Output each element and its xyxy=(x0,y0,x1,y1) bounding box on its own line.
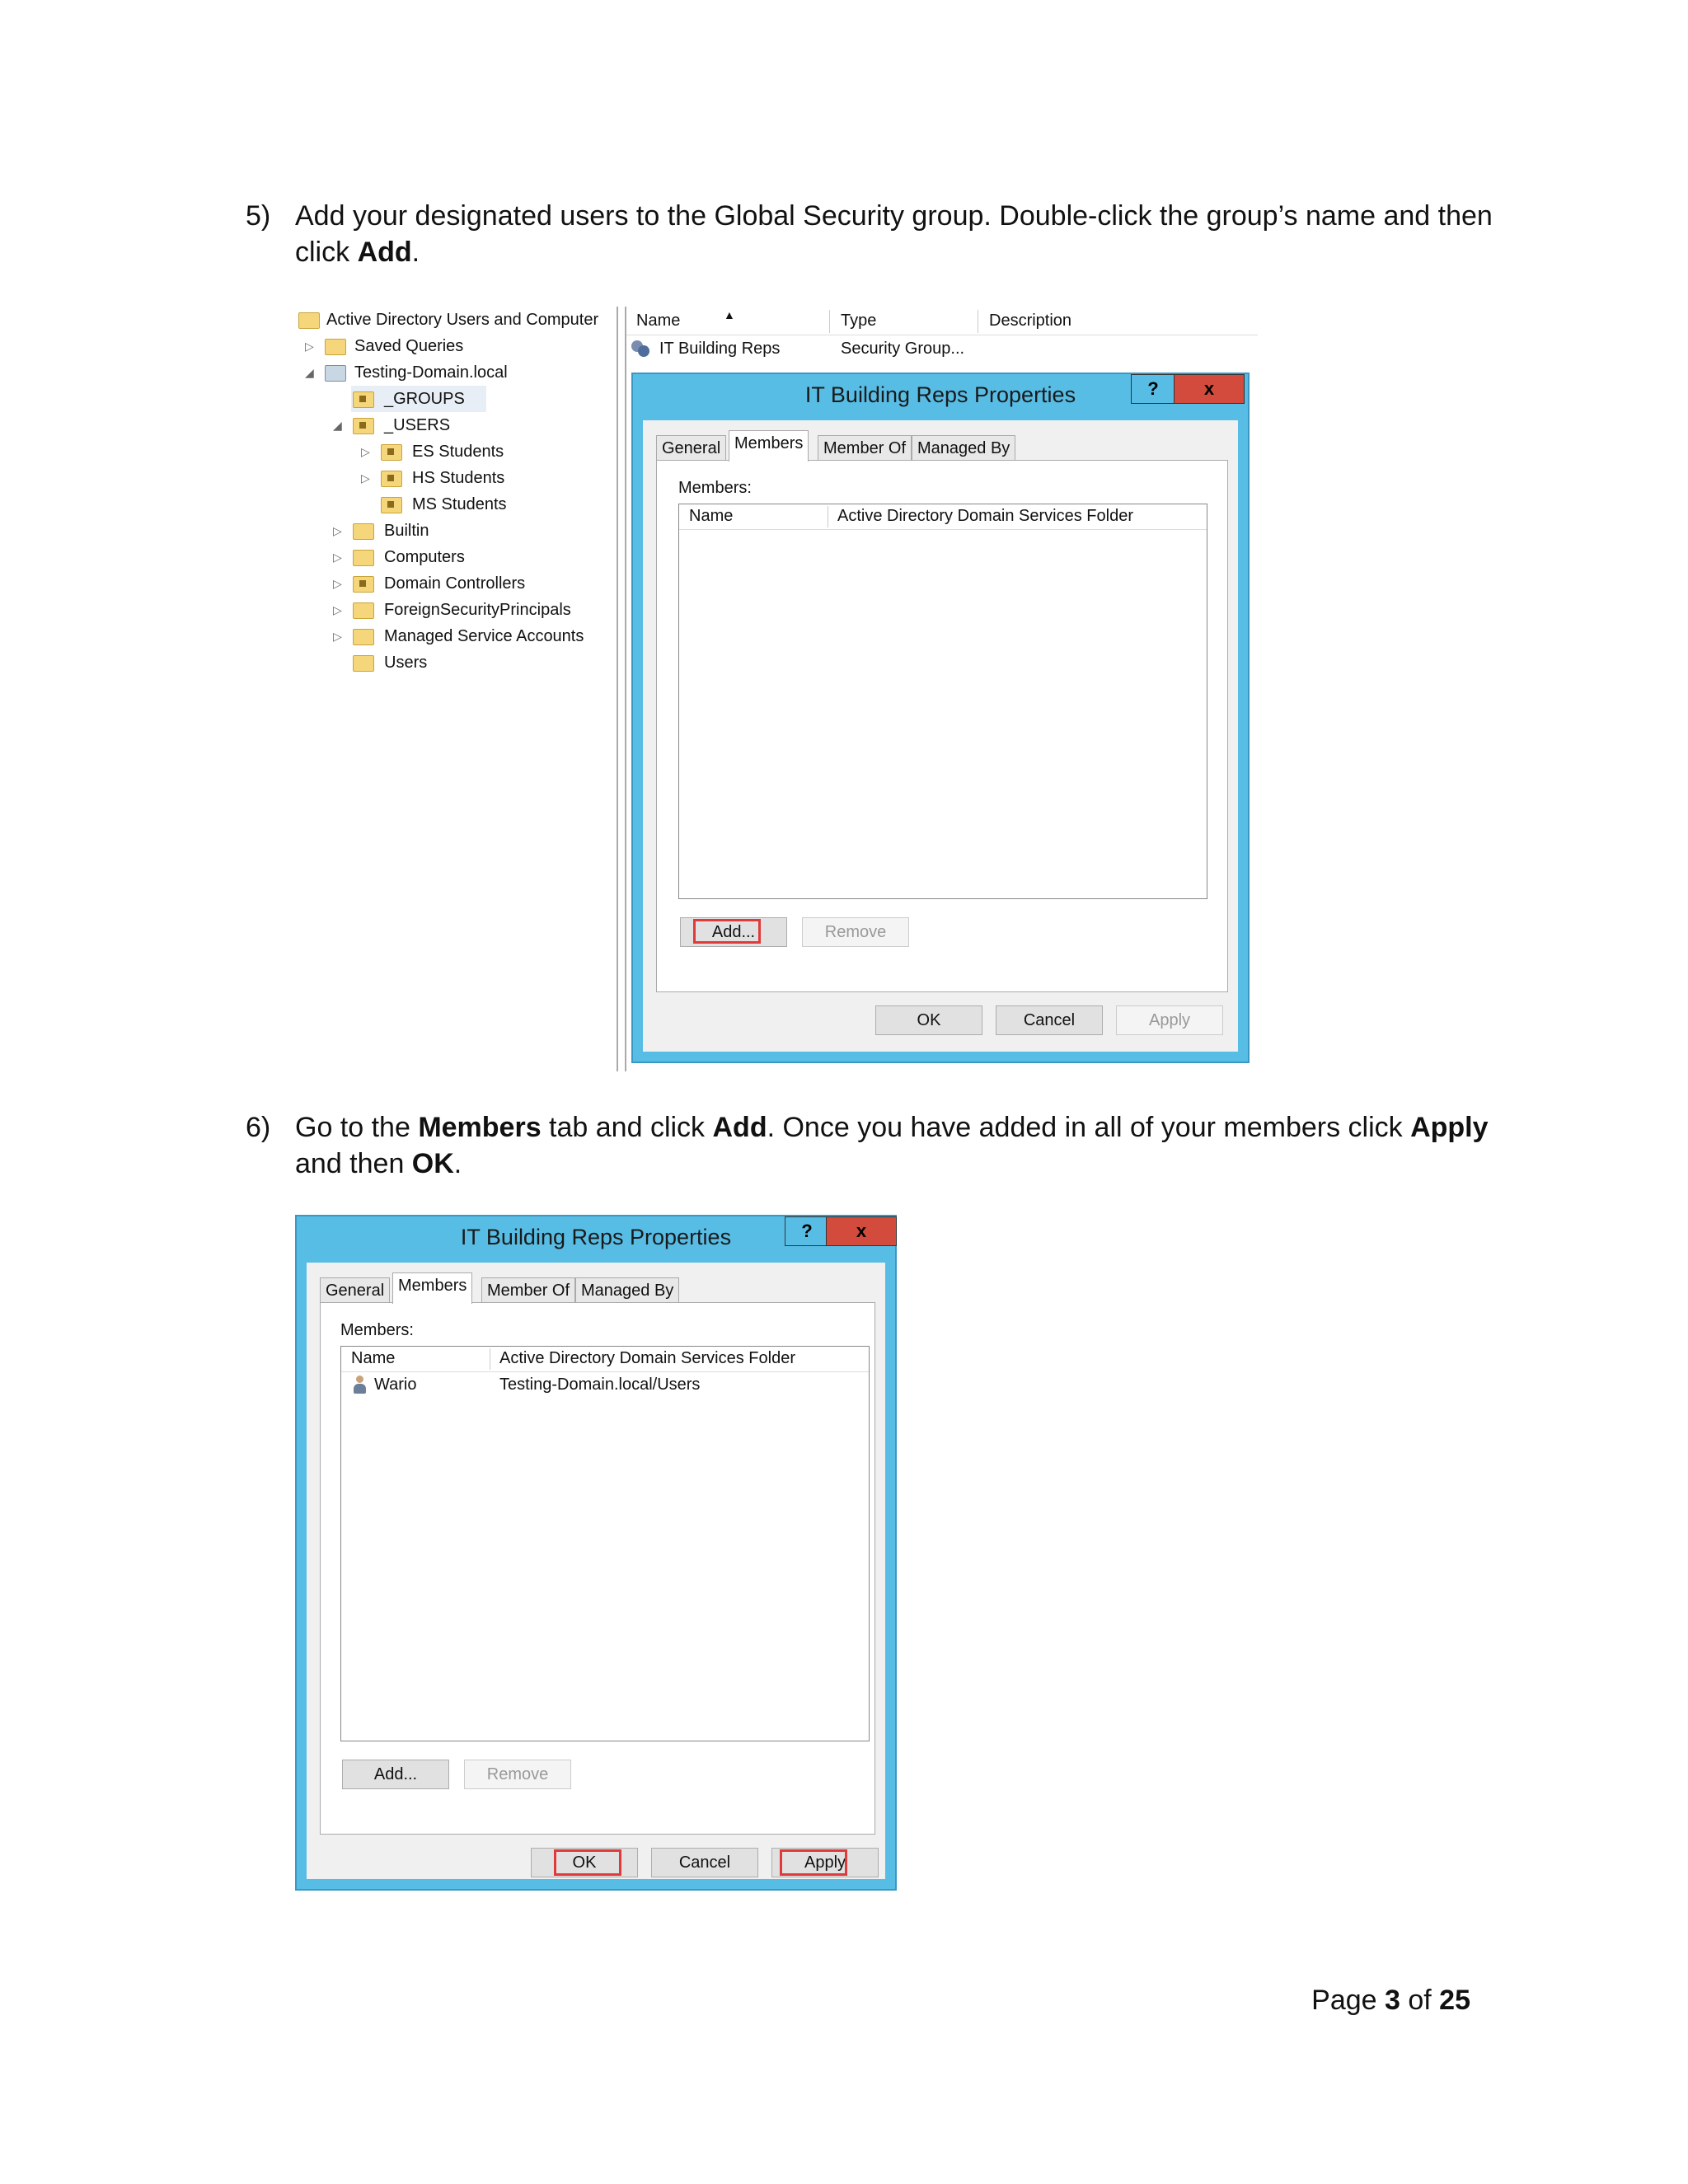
tab-members[interactable]: Members xyxy=(729,430,809,462)
expand-icon[interactable]: ▷ xyxy=(333,630,342,643)
page-total: 25 xyxy=(1439,1985,1470,2016)
expand-icon[interactable]: ▷ xyxy=(333,577,342,590)
members-list-header xyxy=(679,504,1207,530)
folder-icon xyxy=(353,602,374,619)
highlight-box xyxy=(554,1849,621,1876)
properties-dialog-2 xyxy=(295,1215,897,1891)
expand-icon[interactable]: ▷ xyxy=(333,603,342,616)
folder-icon xyxy=(353,550,374,566)
step-text-part: Add your designated users to the Global Security group. Double-click the group’s name and then click xyxy=(295,200,1493,268)
user-icon xyxy=(353,1376,366,1394)
step-text xyxy=(295,1109,1498,1182)
list-row[interactable] xyxy=(626,336,1203,363)
column-header-name[interactable]: Name xyxy=(636,312,681,330)
dialog-body xyxy=(307,1263,885,1879)
tree-label: _GROUPS xyxy=(384,390,465,408)
step-text xyxy=(295,198,1498,270)
collapse-icon[interactable]: ◢ xyxy=(333,419,342,432)
domain-icon xyxy=(325,365,346,382)
remove-button[interactable]: Remove xyxy=(464,1760,571,1789)
step-text-bold: Members xyxy=(418,1112,542,1143)
column-divider[interactable] xyxy=(829,310,830,333)
expand-icon[interactable]: ▷ xyxy=(333,524,342,537)
aduc-icon xyxy=(298,312,320,329)
step-text-part: . Once you have added in all of your members click xyxy=(767,1112,1411,1143)
ou-icon xyxy=(381,471,402,487)
tree-label: ForeignSecurityPrincipals xyxy=(384,601,571,619)
add-button[interactable]: Add... xyxy=(342,1760,449,1789)
tab-members[interactable]: Members xyxy=(392,1272,472,1304)
list-row-name: IT Building Reps xyxy=(659,340,781,358)
page-number xyxy=(1311,1985,1470,2017)
step-text-part: . xyxy=(411,237,420,268)
tree-label: ES Students xyxy=(412,443,504,461)
tab-managed-by[interactable]: Managed By xyxy=(575,1277,679,1303)
member-name: Wario xyxy=(374,1376,417,1394)
tree-label: Saved Queries xyxy=(354,337,464,355)
tree-label: Builtin xyxy=(384,522,429,540)
tree-label: Managed Service Accounts xyxy=(384,627,584,645)
page-current: 3 xyxy=(1385,1985,1400,2016)
column-header-type[interactable]: Type xyxy=(841,312,877,330)
list-header xyxy=(626,308,1258,335)
tree-label: Domain Controllers xyxy=(384,574,526,593)
member-row[interactable] xyxy=(341,1373,869,1398)
step-number: 6) xyxy=(246,1112,271,1143)
members-list[interactable] xyxy=(340,1346,870,1741)
column-header-name[interactable]: Name xyxy=(689,507,734,525)
expand-icon[interactable]: ▷ xyxy=(333,551,342,564)
column-header-folder[interactable]: Active Directory Domain Services Folder xyxy=(837,507,1133,525)
cancel-button[interactable]: Cancel xyxy=(651,1848,758,1877)
column-header-folder[interactable]: Active Directory Domain Services Folder xyxy=(499,1349,795,1367)
folder-icon xyxy=(353,523,374,540)
column-header-description[interactable]: Description xyxy=(989,312,1072,330)
folder-icon xyxy=(353,655,374,672)
page-mid: of xyxy=(1400,1985,1440,2016)
tree-groups[interactable] xyxy=(351,386,486,412)
help-button[interactable]: ? xyxy=(1131,374,1175,404)
members-label: Members: xyxy=(340,1321,414,1339)
step-text-part: . xyxy=(453,1148,462,1179)
step-text-part: and then xyxy=(295,1148,412,1179)
members-panel xyxy=(320,1302,875,1835)
tab-member-of[interactable]: Member Of xyxy=(481,1277,575,1303)
cancel-button[interactable]: Cancel xyxy=(996,1005,1103,1035)
close-button[interactable]: x xyxy=(826,1216,897,1246)
remove-button[interactable]: Remove xyxy=(802,917,909,947)
step-text-part: tab and click xyxy=(541,1112,713,1143)
members-list[interactable] xyxy=(678,504,1207,899)
help-button[interactable]: ? xyxy=(785,1216,829,1246)
pane-splitter[interactable] xyxy=(617,307,626,1071)
expand-icon[interactable]: ▷ xyxy=(361,471,370,485)
ou-icon xyxy=(353,418,374,434)
tree-label: Users xyxy=(384,654,428,672)
dialog-title: IT Building Reps Properties xyxy=(460,1225,732,1249)
column-header-name[interactable]: Name xyxy=(351,1349,396,1367)
close-button[interactable]: x xyxy=(1174,374,1245,404)
folder-icon xyxy=(325,339,346,355)
tree-label: Active Directory Users and Computer xyxy=(326,311,599,329)
step-text-bold: Add xyxy=(712,1112,767,1143)
step-text-bold: Add xyxy=(357,237,412,268)
ok-button[interactable]: OK xyxy=(531,1848,638,1877)
step-text-part: Go to the xyxy=(295,1112,419,1143)
ok-button[interactable]: OK xyxy=(875,1005,982,1035)
collapse-icon[interactable]: ◢ xyxy=(305,366,314,379)
tree-label: HS Students xyxy=(412,469,505,487)
step-text-bold: Apply xyxy=(1410,1112,1489,1143)
tab-general[interactable]: General xyxy=(320,1277,390,1303)
highlight-box xyxy=(780,1849,847,1876)
ou-icon xyxy=(381,444,402,461)
ou-icon xyxy=(381,497,402,513)
members-panel xyxy=(656,460,1228,992)
tree-label: Computers xyxy=(384,548,465,566)
expand-icon[interactable]: ▷ xyxy=(305,340,314,353)
member-folder: Testing-Domain.local/Users xyxy=(499,1376,701,1394)
properties-dialog xyxy=(631,373,1250,1063)
dialog-title: IT Building Reps Properties xyxy=(804,382,1076,407)
dialog-body xyxy=(643,420,1238,1052)
group-icon xyxy=(630,339,651,359)
ou-icon xyxy=(353,391,374,408)
add-button[interactable]: Add... xyxy=(680,917,787,947)
step-number: 5) xyxy=(246,200,271,232)
tree-label: Testing-Domain.local xyxy=(354,363,508,382)
page-prefix: Page xyxy=(1311,1985,1385,2016)
tab-member-of[interactable]: Member Of xyxy=(818,435,912,461)
step-text-bold: OK xyxy=(411,1148,454,1179)
folder-icon xyxy=(353,629,374,645)
tree-label: MS Students xyxy=(412,495,507,513)
highlight-box xyxy=(693,919,761,944)
tab-general[interactable]: General xyxy=(656,435,726,461)
tab-managed-by[interactable]: Managed By xyxy=(912,435,1015,461)
ou-icon xyxy=(353,576,374,593)
list-row-type: Security Group... xyxy=(841,340,965,358)
sort-up-icon: ▲ xyxy=(724,308,735,321)
members-label: Members: xyxy=(678,479,752,497)
expand-icon[interactable]: ▷ xyxy=(361,445,370,458)
members-list-header xyxy=(341,1347,869,1372)
apply-button[interactable]: Apply xyxy=(771,1848,879,1877)
apply-button[interactable]: Apply xyxy=(1116,1005,1223,1035)
tree-label: _USERS xyxy=(384,416,451,434)
aduc-tree xyxy=(297,307,618,1073)
